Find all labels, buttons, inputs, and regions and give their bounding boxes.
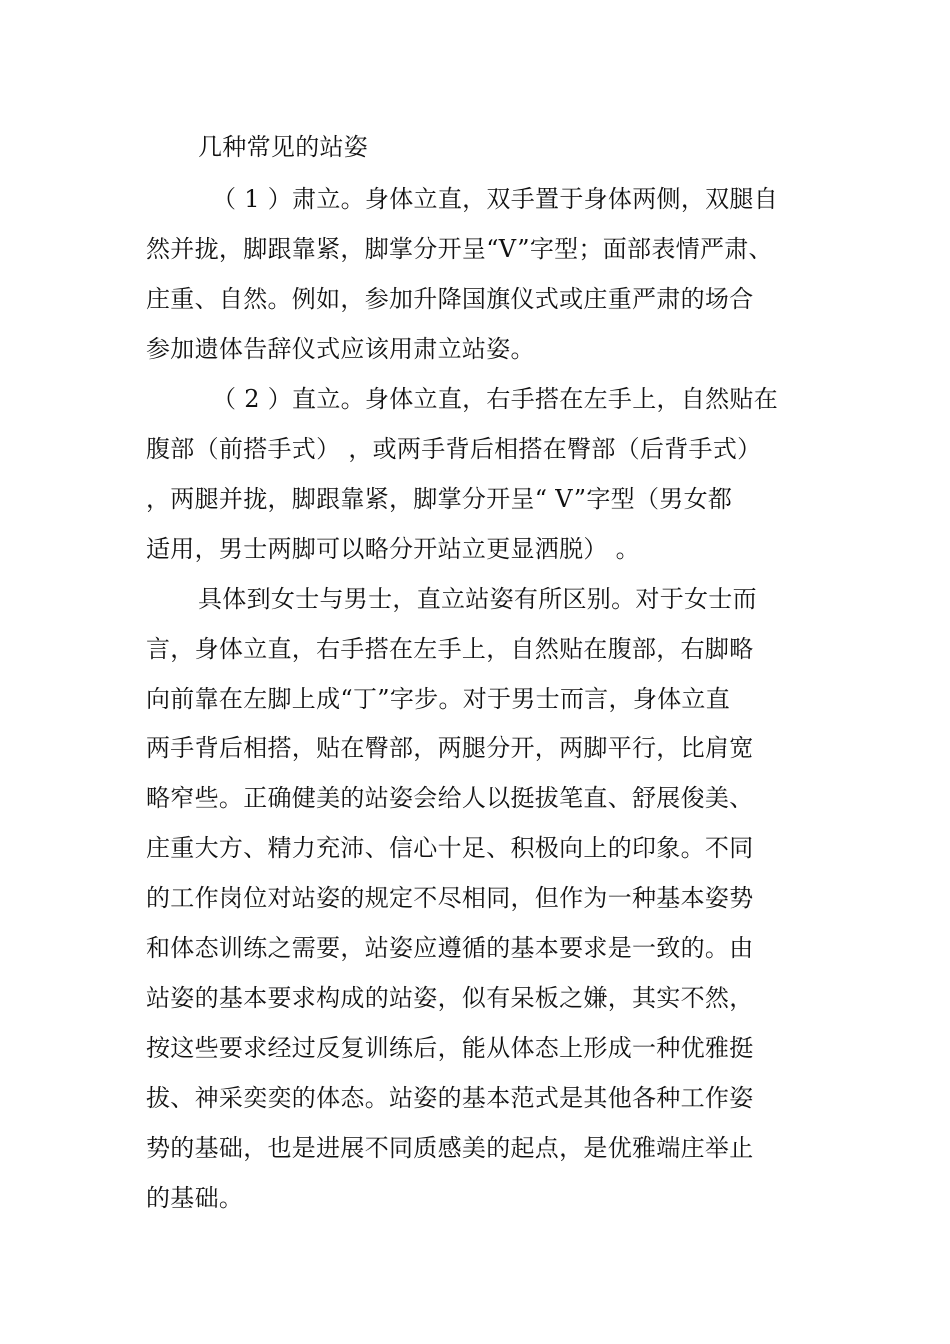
paragraph-line: 向前靠在左脚上成“丁”字步。对于男士而言，身体立直 xyxy=(146,685,731,713)
paragraph-line: 庄重、自然。例如，参加升降国旗仪式或庄重严肃的场合 xyxy=(146,285,754,313)
paragraph-line: 两手背后相搭，贴在臀部，两腿分开，两脚平行，比肩宽 xyxy=(146,734,754,762)
paragraph-line: 站姿的基本要求构成的站姿，似有呆板之嫌，其实不然， xyxy=(146,984,754,1012)
paragraph-line: 参加遗体告辞仪式应该用肃立站姿。 xyxy=(146,335,535,363)
paragraph-line: 和体态训练之需要，站姿应遵循的基本要求是一致的。由 xyxy=(146,934,754,962)
paragraph-line: ，两腿并拢，脚跟靠紧，脚掌分开呈“ V”字型（男女都 xyxy=(146,485,733,513)
paragraph-line: 略窄些。正确健美的站姿会给人以挺拔笔直、舒展俊美、 xyxy=(146,784,754,812)
document-title: 几种常见的站姿 xyxy=(198,133,369,161)
paragraph-line: 的工作岗位对站姿的规定不尽相同，但作为一种基本姿势 xyxy=(146,884,754,912)
paragraph-line: 庄重大方、精力充沛、信心十足、积极向上的印象。不同 xyxy=(146,834,754,862)
paragraph-line: 适用，男士两脚可以略分开站立更显洒脱） 。 xyxy=(146,535,640,563)
paragraph-line: 拔、神采奕奕的体态。站姿的基本范式是其他各种工作姿 xyxy=(146,1084,754,1112)
paragraph-line: 的基础。 xyxy=(146,1184,244,1212)
paragraph-line: 言，身体立直，右手搭在左手上，自然贴在腹部，右脚略 xyxy=(146,635,754,663)
paragraph-line: 按这些要求经过反复训练后，能从体态上形成一种优雅挺 xyxy=(146,1034,754,1062)
paragraph-line: （ 2 ）直立。身体立直，右手搭在左手上，自然贴在 xyxy=(212,385,779,413)
paragraph-line: 然并拢，脚跟靠紧，脚掌分开呈“V”字型；面部表情严肃、 xyxy=(146,235,773,263)
paragraph-line: 势的基础，也是进展不同质感美的起点，是优雅端庄举止 xyxy=(146,1134,754,1162)
paragraph-line: （ 1 ）肃立。身体立直，双手置于身体两侧，双腿自 xyxy=(212,185,779,213)
paragraph-line: 腹部（前搭手式） ，或两手背后相搭在臀部（后背手式） xyxy=(146,435,762,463)
paragraph-line: 具体到女士与男士，直立站姿有所区别。对于女士而 xyxy=(198,585,757,613)
